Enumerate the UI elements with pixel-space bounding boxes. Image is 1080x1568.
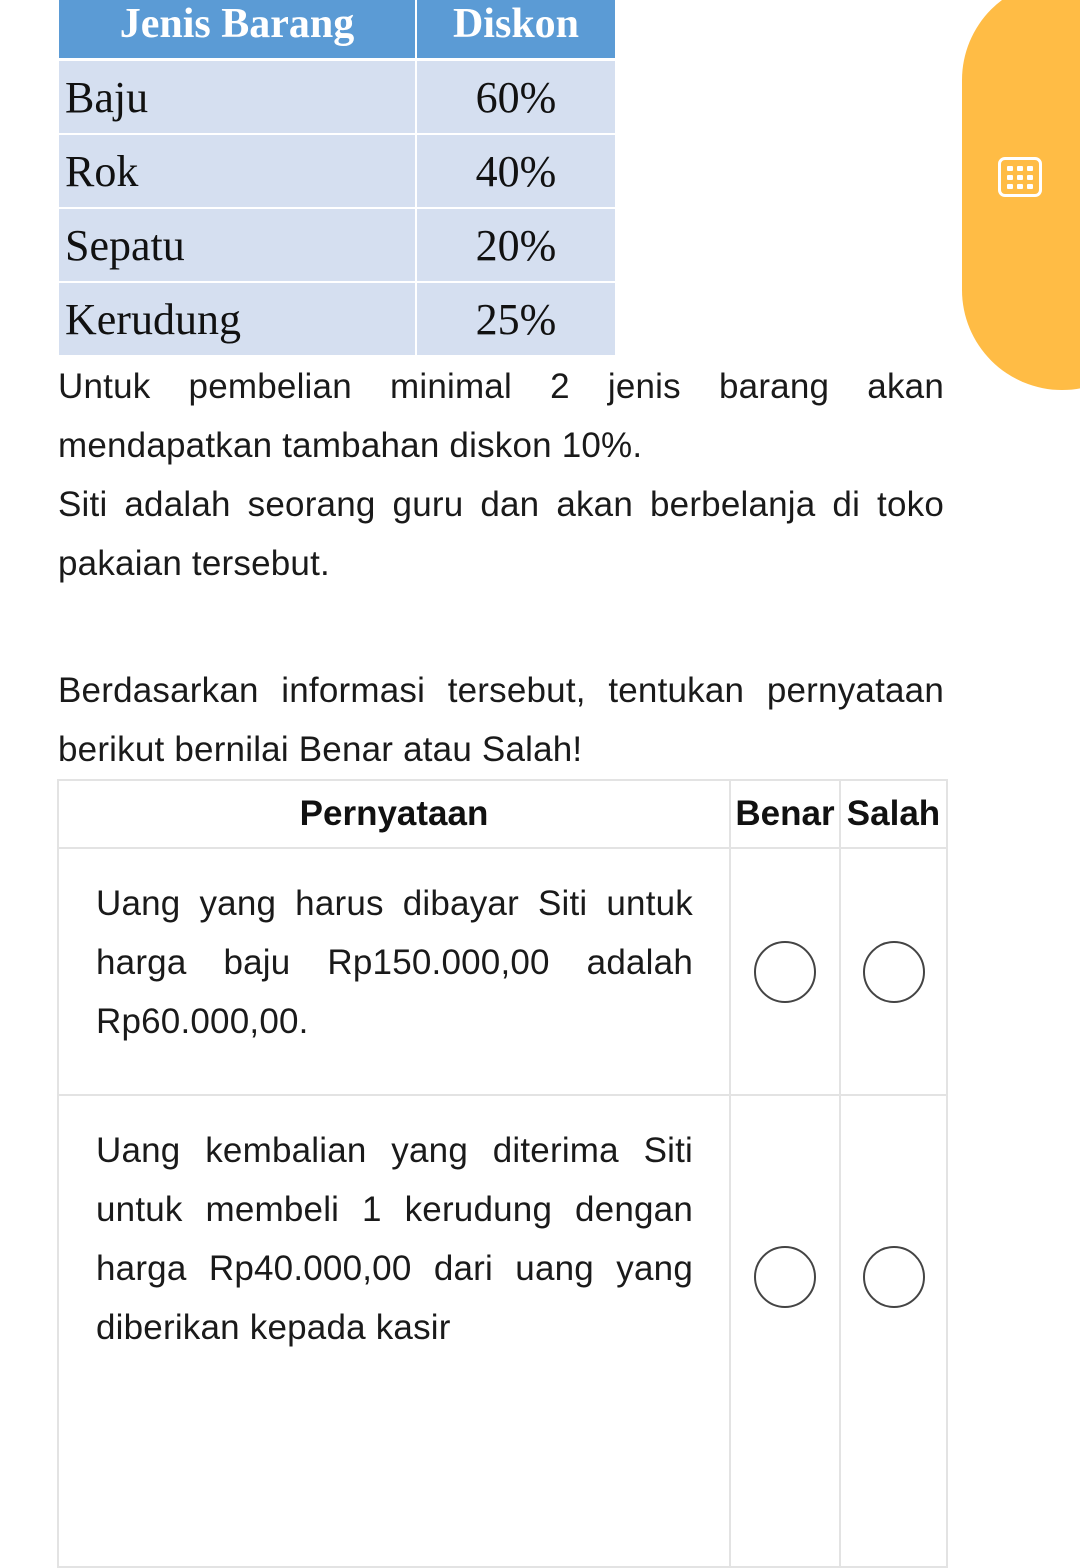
item-name: Rok xyxy=(59,134,416,208)
header-statement: Pernyataan xyxy=(58,780,730,848)
item-discount: 40% xyxy=(416,134,615,208)
header-discount: Diskon xyxy=(416,0,615,60)
item-discount: 20% xyxy=(416,208,615,282)
true-radio-button[interactable] xyxy=(754,1246,816,1308)
statement-text: Uang yang harus dibayar Siti untuk harga baju Rp150.000,00 adalah Rp60.000,00. xyxy=(58,848,730,1095)
question-instruction: Berdasarkan informasi tersebut, tentukan pernyataan berikut bernilai Benar atau Salah! xyxy=(58,671,944,769)
false-choice-cell xyxy=(840,1095,947,1567)
question-table-header-row xyxy=(58,780,947,848)
header-item-type: Jenis Barang xyxy=(59,0,416,60)
item-name: Baju xyxy=(59,60,416,135)
item-name: Kerudung xyxy=(59,282,416,355)
item-name: Sepatu xyxy=(59,208,416,282)
discount-row xyxy=(59,60,615,135)
discount-table-header-row xyxy=(59,0,615,60)
info-extra-discount: Untuk pembelian minimal 2 jenis barang akan mendapatkan tambahan diskon 10%. xyxy=(58,367,944,465)
info-siti: Siti adalah seorang guru dan akan berbelanja di toko pakaian tersebut. xyxy=(58,485,944,583)
statement-row xyxy=(58,848,947,1095)
item-discount: 25% xyxy=(416,282,615,355)
item-discount: 60% xyxy=(416,60,615,135)
header-false: Salah xyxy=(840,780,947,848)
false-choice-cell xyxy=(840,848,947,1095)
false-radio-button[interactable] xyxy=(863,1246,925,1308)
false-radio-button[interactable] xyxy=(863,941,925,1003)
side-navigation-tab[interactable] xyxy=(962,0,1080,390)
statement-text: Uang kembalian yang diterima Siti untuk membeli 1 kerudung dengan harga Rp40.000,00 dari uang yang diberikan kepada kasir xyxy=(58,1095,730,1567)
discount-row xyxy=(59,282,615,355)
true-choice-cell xyxy=(730,848,840,1095)
discount-row xyxy=(59,208,615,282)
discount-row xyxy=(59,134,615,208)
statement-row xyxy=(58,1095,947,1567)
discount-table xyxy=(59,0,615,355)
true-radio-button[interactable] xyxy=(754,941,816,1003)
true-false-table xyxy=(57,779,948,1568)
true-choice-cell xyxy=(730,1095,840,1567)
grid-icon xyxy=(998,157,1042,197)
header-true: Benar xyxy=(730,780,840,848)
